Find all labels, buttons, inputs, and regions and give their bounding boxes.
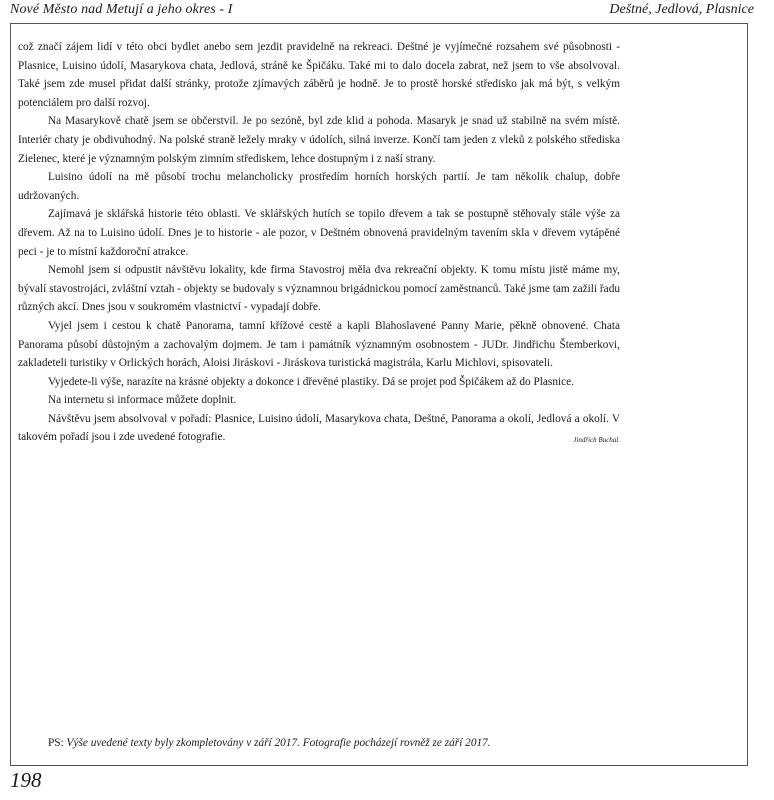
paragraph: Návštěvu jsem absolvoval v pořadí: Plasnice, Luisino údolí, Masarykova chata, Deštné, Panorama a okolí, Jedlová a okolí. V takovém pořadí jsou i zde uvedené fotografie. bbox=[18, 412, 620, 444]
paragraph: což značí zájem lidí v této obci bydlet anebo sem jezdit pravidelně na rekreaci. Deštné je vyjímečné rozsahem své působnosti - Plasnice, Luisino údolí, Masarykova chata, Jedlová, stráně ke Špičáku. Také mi to dalo docela zabrat, než jsem to vše absolvoval. Také jsem zde musel přidat další stránky, protože zjímavých záběrů je hodně. Je to prostě horské středisko jak má být, s velkým potenciálem pro další rozvoj. bbox=[18, 41, 620, 109]
article-body bbox=[18, 38, 620, 447]
postscript-text: Výše uvedené texty byly zkompletovány v září 2017. Fotografie pocházejí rovněž ze září 2017. bbox=[66, 737, 491, 749]
paragraph: Nemohl jsem si odpustit návštěvu lokality, kde firma Stavostroj měla dva rekreační objekty. K tomu místu jistě máme my, bývalí stavostrojáci, zvláštní vztah - objekty se budovaly s významnou brigádnickou pomocí zaměstnanců. Také jsme tam zažili řadu různých akcí. Dnes jsou v soukromém vlastnictví - vypadají dobře. bbox=[18, 264, 620, 314]
paragraph: Vyjel jsem i cestou k chatě Panorama, tamní křížové cestě a kapli Blahoslavené Panny Marie, pěkně obnovené. Chata Panorama působí důstojným a zachovalým dojmem. Je tam i památník významným osobnostem - JUDr. Jindřichu Štemberkovi, zakladeteli turistiky v Orlických horách, Aloisi Jiráskovi - Jiráskova turistická magistrála, Karlu Michlovi, spisovateli. bbox=[18, 319, 620, 370]
paragraph: Vyjedete-li výše, narazíte na krásné objekty a dokonce i dřevěné plastiky. Dá se projet pod Špičákem až do Plasnice. bbox=[48, 375, 574, 388]
running-header-section: Deštné, Jedlová, Plasnice bbox=[609, 2, 754, 17]
running-header-title: Nové Město nad Metují a jeho okres - I bbox=[10, 2, 233, 17]
postscript-label: PS: bbox=[48, 737, 64, 749]
page-number: 198 bbox=[10, 768, 42, 792]
paragraph: Na Masarykově chatě jsem se občerstvil. Je po sezóně, byl zde klid a pohoda. Masaryk je snad už stabilně na svém místě. Interiér chaty je obdivuhodný. Na polské straně ležely mraky v údolích, silná inverze. Končí tam jeden z vleků z polského střediska Zielenec, které je významným polským zimním střediskem, lehce dostupným i z naší strany. bbox=[18, 115, 620, 165]
paragraph: Luisino údolí na mě působí trochu melancholicky prostředím horních horských partií. Je tam několik chalup, dobře udržovaných. bbox=[18, 171, 620, 202]
paragraph: Na internetu si informace můžete doplnit. bbox=[48, 394, 237, 407]
author-signature: Jindřich Buchal. bbox=[573, 436, 620, 444]
postscript bbox=[48, 737, 491, 749]
paragraph: Zajímavá je sklářská historie této oblasti. Ve sklářských hutích se topilo dřevem a tak se postupně stěhovaly stále výše za dřevem. Až na to Luisino údolí. Dnes je to historie - ale pozor, v Deštném obnovená pravidelným tavením skla v dřevem vytápěné peci - je to místní každoroční atrakce. bbox=[18, 208, 620, 258]
